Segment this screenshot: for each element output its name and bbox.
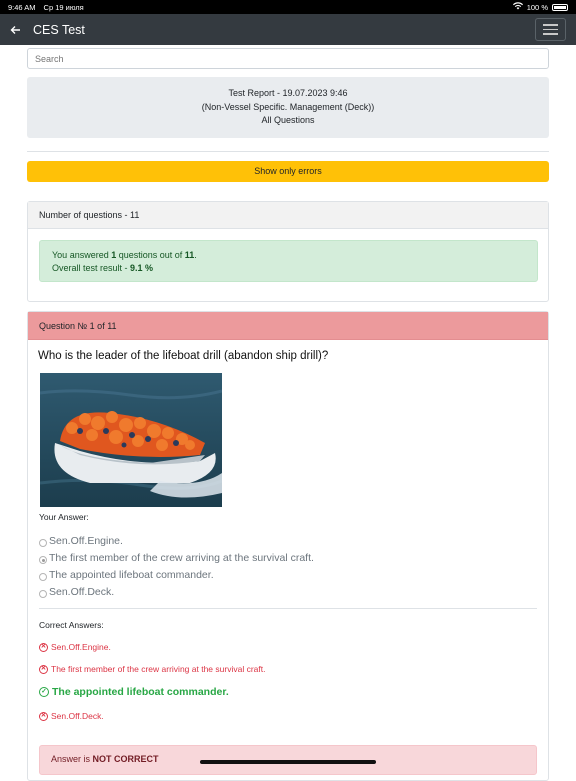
radio-button[interactable] (39, 573, 47, 581)
question-text: Who is the leader of the lifeboat drill (abandon ship drill)? (38, 350, 329, 362)
x-circle-icon: ✕ (40, 664, 47, 672)
lifeboat-photo (40, 373, 222, 507)
report-filter: All Questions (261, 115, 315, 125)
status-bar (0, 0, 576, 14)
radio-button[interactable] (39, 539, 47, 547)
answer-option-label: The first member of the crew arriving at the survival craft. (49, 552, 314, 564)
answer-option-label: The appointed lifeboat commander. (49, 569, 214, 581)
answer-option[interactable] (39, 535, 123, 547)
app-title: CES Test (33, 22, 85, 37)
summary-result-alert (39, 240, 538, 282)
summary-card (27, 201, 549, 302)
correct-answer-item: ✕ Sen.Off.Deck. (40, 711, 104, 721)
divider (39, 608, 537, 609)
home-indicator[interactable] (200, 760, 376, 764)
question-header: Question № 1 of 11 (28, 312, 548, 340)
answer-option-label: Sen.Off.Engine. (49, 535, 123, 547)
report-test-name: (Non-Vessel Specific. Management (Deck)) (201, 101, 375, 112)
check-circle-icon: ✓ (39, 687, 49, 697)
answer-option-label: Sen.Off.Deck. (49, 586, 115, 598)
status-date: Ср 19 июля (43, 2, 84, 12)
wifi-icon (513, 2, 523, 12)
radio-button-selected[interactable] (39, 556, 47, 564)
navbar (0, 14, 576, 45)
overall-result: Overall test result - 9.1 % (52, 263, 154, 273)
status-time: 9:46 AM (8, 2, 36, 12)
answer-option[interactable] (39, 569, 214, 581)
answer-result-alert: Answer is NOT CORRECT (39, 745, 537, 775)
battery-percent: 100 % (526, 2, 548, 12)
radio-button[interactable] (39, 590, 47, 598)
report-title: Test Report - 19.07.2023 9:46 (228, 88, 348, 98)
hamburger-icon[interactable] (535, 18, 566, 41)
correct-answer-item: ✕ Sen.Off.Engine. (40, 642, 111, 652)
correct-answer-item: ✓ The appointed lifeboat commander. (39, 686, 229, 698)
answer-option[interactable] (39, 552, 314, 564)
summary-header: Number of questions - 11 (28, 202, 548, 229)
answered-summary: You answered 1 questions out of 11. (52, 250, 197, 260)
divider (27, 151, 549, 152)
x-circle-icon: ✕ (40, 642, 47, 650)
report-header (27, 77, 549, 138)
your-answer-label: Your Answer: (39, 512, 89, 522)
answer-option[interactable] (39, 586, 114, 598)
arrow-left-icon[interactable] (2, 22, 28, 38)
show-only-errors-button[interactable]: Show only errors (27, 161, 549, 182)
correct-answers-label: Correct Answers: (39, 620, 104, 630)
search-input[interactable] (27, 48, 549, 69)
battery-icon (552, 4, 568, 11)
correct-answer-item: ✕ The first member of the crew arriving at the survival craft. (40, 664, 266, 674)
x-circle-icon: ✕ (40, 711, 47, 719)
